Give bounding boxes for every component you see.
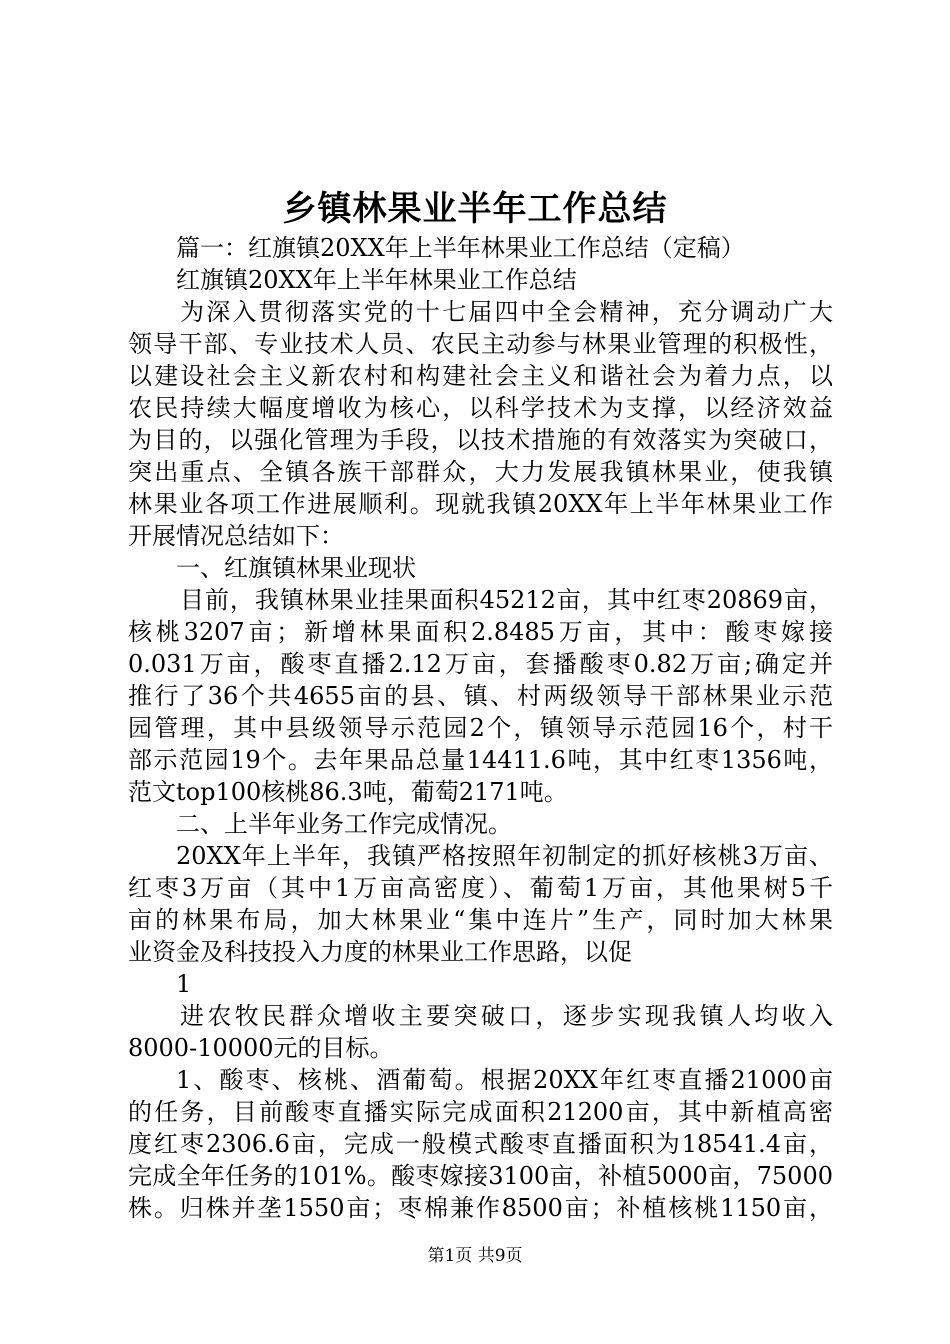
text-line: 8000-10000元的目标。 (128, 1034, 394, 1062)
text-line: 株。归株并垄1550亩；枣棉兼作8500亩；补植核桃1150亩， (128, 1194, 833, 1222)
text-line: 范文top100核桃86.3吨，葡萄2171吨。 (128, 778, 568, 806)
text-line: 开展情况总结如下： (128, 522, 344, 550)
text-line: 推行了36个共4655亩的县、镇、村两级领导干部林果业示范 (128, 682, 833, 710)
text-line: 度红枣2306.6亩，完成一般模式酸枣直播面积为18541.4亩， (128, 1130, 833, 1158)
text-line: 的任务，目前酸枣直播实际完成面积21200亩，其中新植高密 (128, 1098, 833, 1126)
document-body (128, 232, 833, 1224)
text-line: 篇一：红旗镇20XX年上半年林果业工作总结（定稿） (176, 234, 745, 262)
text-line: 突出重点、全镇各族干部群众，大力发展我镇林果业，使我镇 (128, 458, 833, 486)
text-line: 亩的林果布局，加大林果业“集中连片”生产，同时加大林果 (128, 906, 833, 934)
text-line: 红枣3万亩（其中1万亩高密度）、葡萄1万亩，其他果树5千 (128, 874, 833, 902)
text-line: 业资金及科技投入力度的林果业工作思路，以促 (128, 938, 632, 966)
text-line: 一、红旗镇林果业现状 (176, 554, 416, 582)
text-line: 为目的，以强化管理为手段，以技术措施的有效落实为突破口， (128, 426, 833, 454)
page-footer: 第1页 共9页 (427, 1246, 523, 1266)
text-line: 园管理，其中县级领导示范园2个，镇领导示范园16个，村干 (128, 714, 833, 742)
text-line: 以建设社会主义新农村和构建社会主义和谐社会为着力点，以 (128, 362, 833, 390)
text-line: 红旗镇20XX年上半年林果业工作总结 (176, 266, 577, 294)
text-line: 1、酸枣、核桃、酒葡萄。根据20XX年红枣直播21000亩 (176, 1066, 833, 1094)
text-line: 完成全年任务的101%。酸枣嫁接3100亩，补植5000亩，75000 (128, 1162, 833, 1190)
text-line: 1 (176, 970, 192, 998)
document-title: 乡镇林果业半年工作总结 (282, 189, 668, 229)
text-line: 二、上半年业务工作完成情况。 (176, 810, 512, 838)
text-line: 为深入贯彻落实党的十七届四中全会精神，充分调动广大 (180, 298, 833, 326)
text-line: 0.031万亩，酸枣直播2.12万亩，套播酸枣0.82万亩;确定并 (128, 650, 833, 678)
text-line: 20XX年上半年，我镇严格按照年初制定的抓好核桃3万亩、 (176, 842, 833, 870)
text-line: 林果业各项工作进展顺利。现就我镇20XX年上半年林果业工作 (128, 490, 833, 518)
text-line: 部示范园19个。去年果品总量14411.6吨，其中红枣1356吨， (128, 746, 833, 774)
text-line: 核桃3207亩；新增林果面积2.8485万亩，其中：酸枣嫁接 (128, 618, 833, 646)
text-line: 农民持续大幅度增收为核心，以科学技术为支撑，以经济效益 (128, 394, 833, 422)
text-line: 目前，我镇林果业挂果面积45212亩，其中红枣20869亩， (180, 586, 833, 614)
text-line: 进农牧民群众增收主要突破口，逐步实现我镇人均收入 (180, 1002, 833, 1030)
text-line: 领导干部、专业技术人员、农民主动参与林果业管理的积极性， (128, 330, 833, 358)
